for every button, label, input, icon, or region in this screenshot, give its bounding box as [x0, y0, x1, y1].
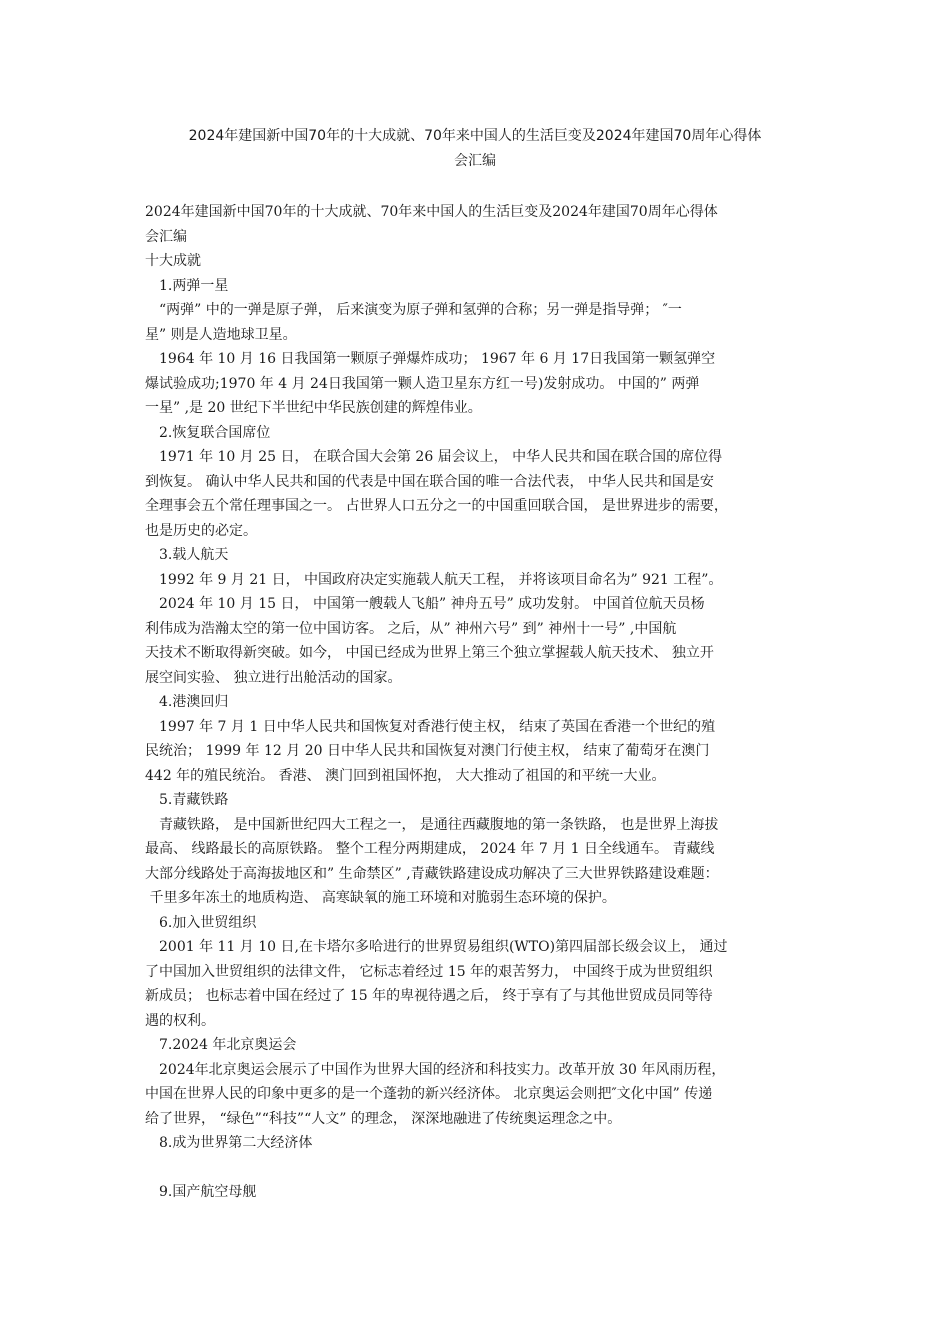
paragraph-line: 展空间实验、 独立进行出舱活动的国家。 [145, 669, 402, 686]
paragraph-line: 了中国加入世贸组织的法律文件， 它标志着经过 15 年的艰苦努力， 中国终于成为世贸组织 [145, 963, 713, 980]
paragraph-line: 民统治； 1999 年 12 月 20 日中华人民共和国恢复对澳门行使主权， 结束了葡萄牙在澳门 [145, 743, 710, 759]
paragraph-line: 1997 年 7 月 1 日中华人民共和国恢复对香港行使主权， 结束了英国在香港一个世纪的殖 [159, 718, 716, 735]
document-body [145, 200, 815, 1205]
paragraph-line: 1964 年 10 月 16 日我国第一颗原子弹爆炸成功； 1967 年 6 月 17日我国第一颗氢弹空 [159, 351, 716, 367]
paragraph-line: 天技术不断取得新突破。如今， 中国已经成为世界上第三个独立掌握载人航天技术、 独立开 [145, 645, 714, 661]
paragraph-line: 442 年的殖民统治。 香港、 澳门回到祖国怀抱， 大大推动了祖国的和平统一大业。 [145, 767, 666, 784]
blank-line [145, 1156, 815, 1181]
paragraph-line: 青藏铁路， 是中国新世纪四大工程之一， 是通往西藏腹地的第一条铁路， 也是世界上海拔 [159, 816, 719, 833]
title-line: 会汇编 [454, 152, 496, 169]
paragraph-line: 利伟成为浩瀚太空的第一位中国访客。 之后，从” 神州六号” 到” 神州十一号” ,中国航 [145, 620, 677, 637]
paragraph-line: 遇的权利。 [145, 1012, 215, 1029]
intro-line: 会汇编 [145, 228, 187, 245]
paragraph-line: 千里多年冻土的地质构造、 高寒缺氧的施工环境和对脆弱生态环境的保护。 [145, 890, 616, 906]
paragraph-line: 爆试验成功;1970 年 4 月 24日我国第一颗人造卫星东方红一号)发射成功。 中国的” 两弹 [145, 375, 700, 392]
intro-line: 2024年建国新中国70年的十大成就、70年来中国人的生活巨变及2024年建国70周年心得体 [145, 204, 718, 220]
paragraph-line: 星” 则是人造地球卫星。 [145, 326, 297, 343]
paragraph-line: 新成员； 也标志着中国在经过了 15 年的卑视待遇之后， 终于享有了与其他世贸成员同等待 [145, 988, 713, 1004]
title-line: 2024年建国新中国70年的十大成就、70年来中国人的生活巨变及2024年建国70周年心得体 [188, 128, 762, 144]
section-heading: 6.加入世贸组织 [159, 914, 257, 931]
paragraph-line: 2024 年 10 月 15 日， 中国第一艘载人飞船” 神舟五号” 成功发射。 中国首位航天员杨 [159, 596, 705, 612]
paragraph-line: 大部分线路处于高海拔地区和” 生命禁区” ,青藏铁路建设成功解决了三大世界铁路建设难题： [145, 865, 719, 882]
paragraph-line: 一星” ,是 20 世纪下半世纪中华民族创建的辉煌伟业。 [145, 400, 482, 416]
paragraph-line: 给了世界， “绿色”“科技”“人文” 的理念， 深深地融进了传统奥运理念之中。 [145, 1110, 622, 1127]
section-heading: 7.2024 年北京奥运会 [159, 1037, 297, 1053]
paragraph-line: 2024年北京奥运会展示了中国作为世界大国的经济和科技实力。改革开放 30 年风雨历程， [159, 1061, 726, 1078]
paragraph-line: 全理事会五个常任理事国之一。 占世界人口五分之一的中国重回联合国， 是世界进步的需要， [145, 498, 728, 514]
section-heading: 3.载人航天 [159, 547, 229, 563]
paragraph-line: 2001 年 11 月 10 日,在卡塔尔多哈进行的世界贸易组织(WTO)第四届部长级会议上， 通过 [159, 939, 728, 955]
paragraph-line: 到恢复。 确认中华人民共和国的代表是中国在联合国的唯一合法代表， 中华人民共和国是安 [145, 473, 714, 490]
section-heading: 1.两弹一星 [159, 277, 229, 294]
document-title [120, 124, 830, 173]
paragraph-line: 1992 年 9 月 21 日， 中国政府决定实施载人航天工程， 并将该项目命名为” 921 工程”。 [159, 571, 723, 588]
section-heading: 4.港澳回归 [159, 694, 229, 710]
section-heading: 9.国产航空母舰 [159, 1184, 257, 1200]
paragraph-line: “两弹” 中的一弹是原子弹， 后来演变为原子弹和氢弹的合称；另一弹是指导弹； ″一 [159, 302, 682, 318]
section-heading: 8.成为世界第二大经济体 [159, 1135, 313, 1151]
section-heading: 2.恢复联合国席位 [159, 424, 271, 441]
paragraph-line: 最高、 线路最长的高原铁路。 整个工程分两期建成， 2024 年 7 月 1 日全线通车。 青藏线 [145, 841, 715, 857]
paragraph-line: 也是历史的必定。 [145, 522, 257, 539]
paragraph-line: 中国在世界人民的印象中更多的是一个蓬勃的新兴经济体。 北京奥运会则把″文化中国” 传递 [145, 1086, 713, 1102]
paragraph-line: 1971 年 10 月 25 日， 在联合国大会第 26 届会议上， 中华人民共和国在联合国的席位得 [159, 449, 723, 465]
sections-container [145, 274, 815, 1205]
section-heading: 5.青藏铁路 [159, 792, 229, 808]
section-group-title: 十大成就 [145, 253, 201, 269]
